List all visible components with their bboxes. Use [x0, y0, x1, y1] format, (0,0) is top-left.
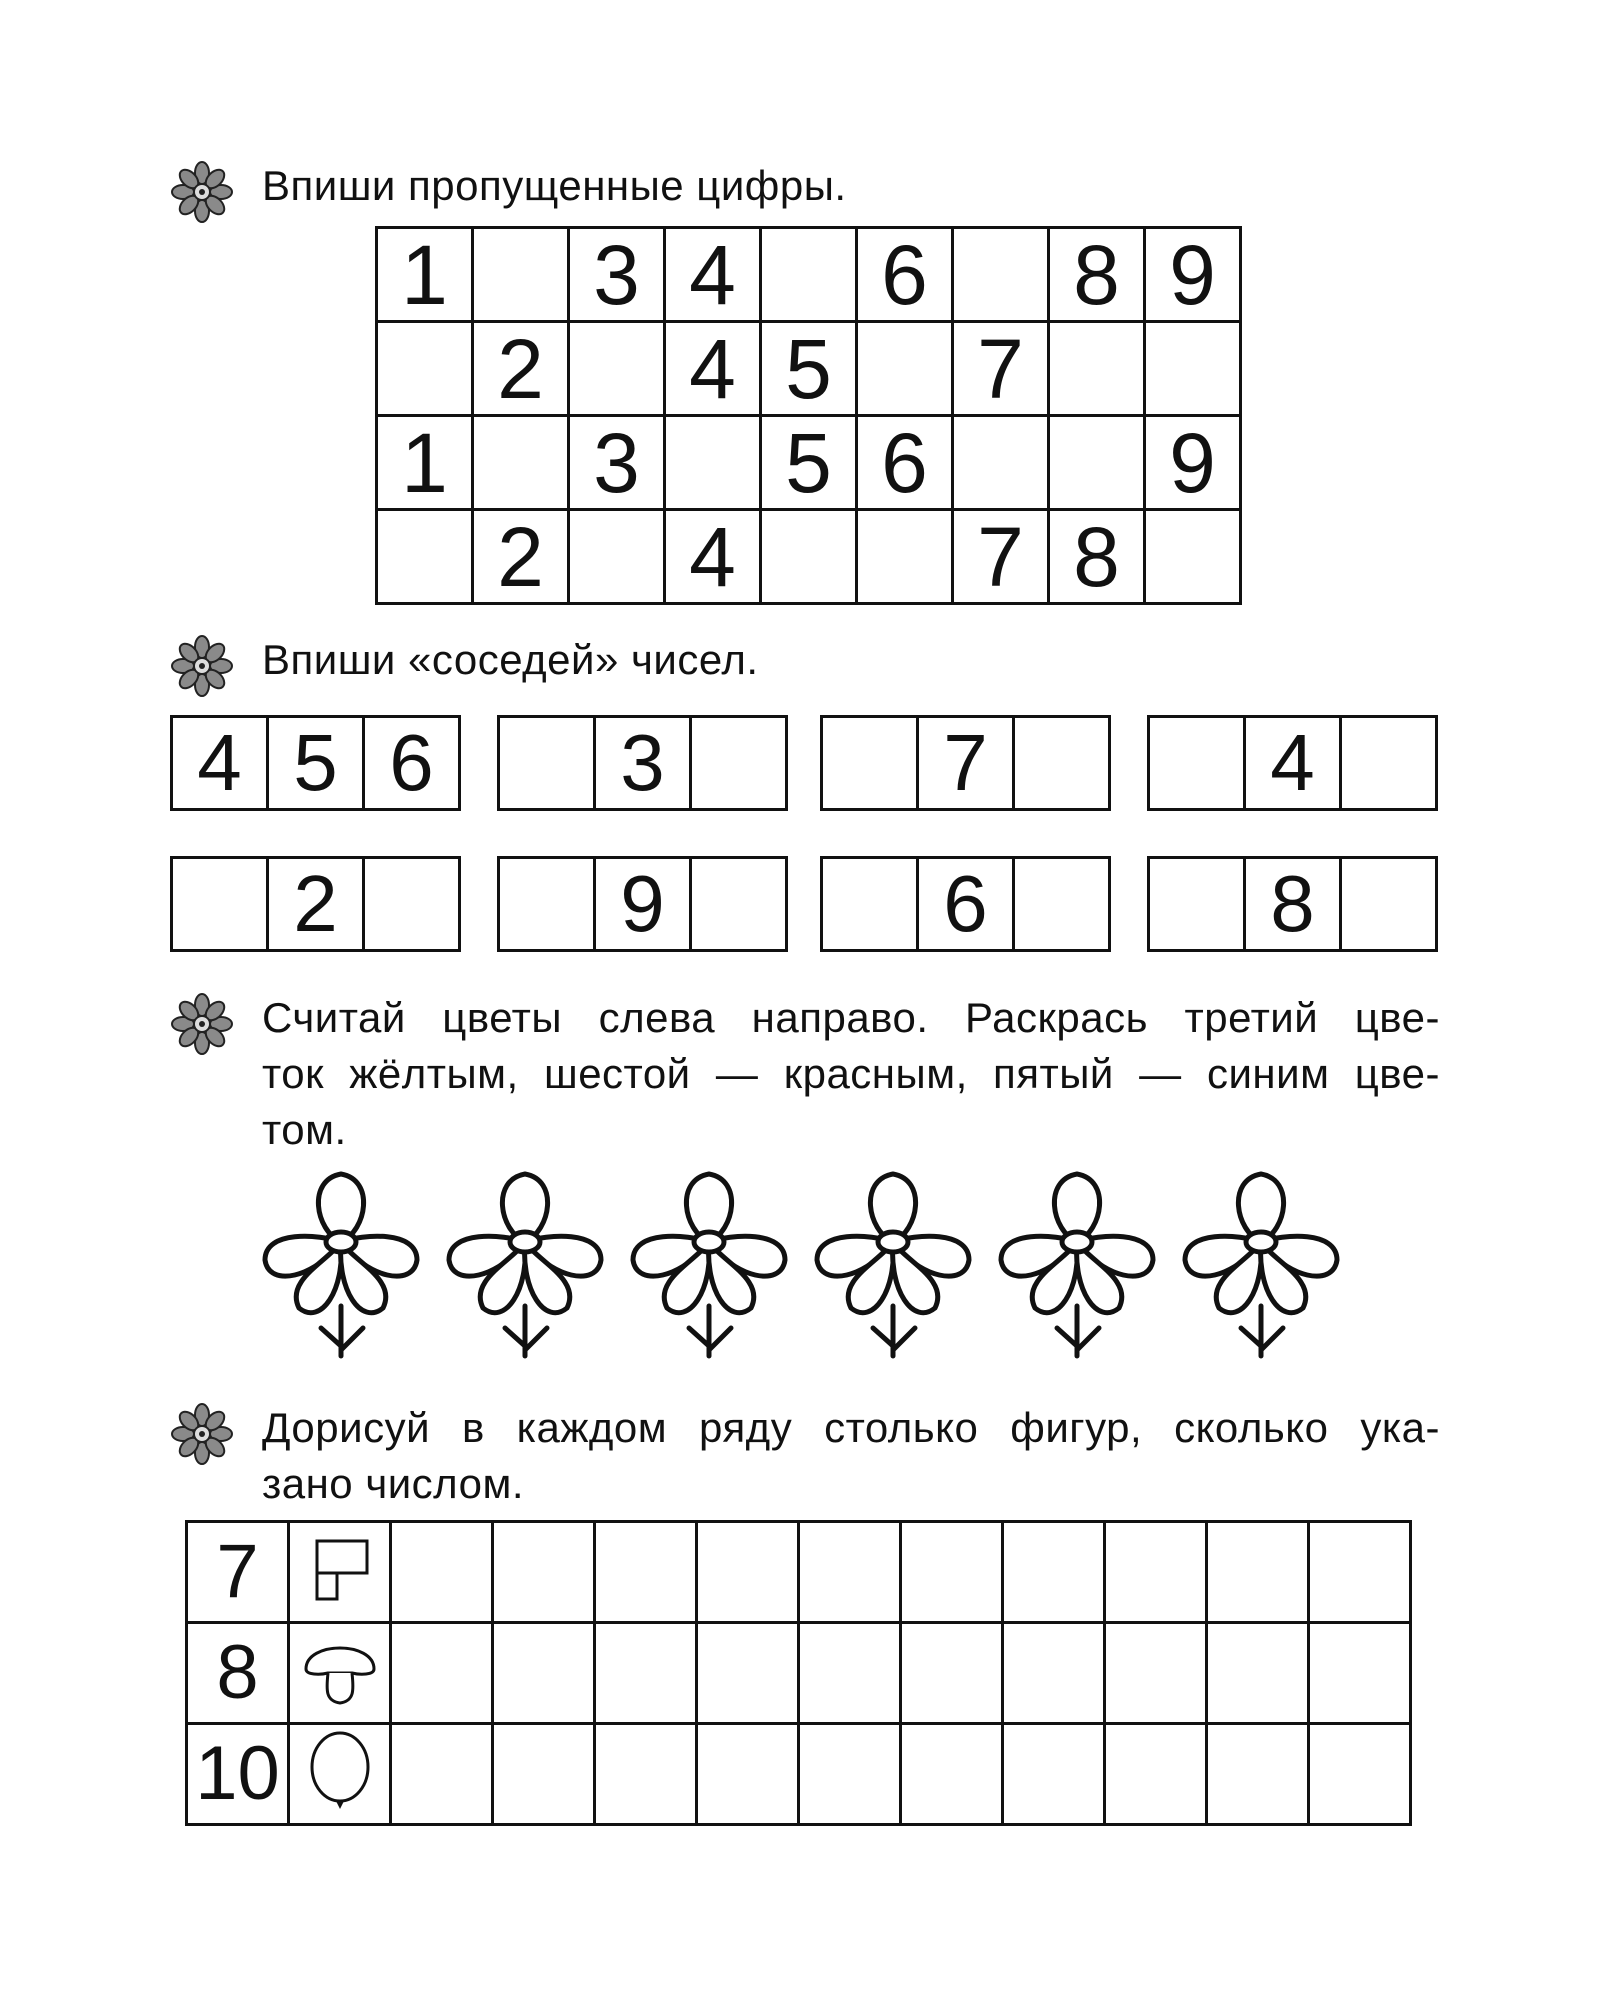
empty-neighbor-cell[interactable]: [364, 858, 460, 951]
task-flowers: [170, 990, 1440, 1158]
flower-outline-icon[interactable]: [439, 1160, 611, 1360]
count-number: 8: [187, 1623, 289, 1724]
figures-row: [187, 1724, 1411, 1825]
drawing-cell[interactable]: [901, 1522, 1003, 1623]
task-missing-digits: [170, 158, 1440, 214]
drawing-cell[interactable]: [493, 1724, 595, 1825]
figures-row: [187, 1522, 1411, 1623]
empty-neighbor-cell[interactable]: [499, 858, 595, 951]
empty-digit-cell[interactable]: [1049, 322, 1145, 416]
neighbors-group: [1147, 715, 1438, 811]
digit-cell: 2: [473, 322, 569, 416]
missing-digits-grid: [375, 226, 1242, 605]
empty-neighbor-cell[interactable]: [172, 858, 268, 951]
flower-bullet-icon: [170, 634, 234, 698]
flower-outline-icon[interactable]: [623, 1160, 795, 1360]
empty-digit-cell[interactable]: [953, 416, 1049, 510]
digit-cell: 5: [761, 416, 857, 510]
digit-cell: 1: [377, 416, 473, 510]
empty-neighbor-cell[interactable]: [822, 717, 918, 810]
empty-neighbor-cell[interactable]: [1341, 858, 1437, 951]
flower-outline-icon[interactable]: [807, 1160, 979, 1360]
number-cell: 4: [172, 717, 268, 810]
digit-cell: 4: [665, 510, 761, 604]
count-number: 10: [187, 1724, 289, 1825]
digits-row: [377, 322, 1241, 416]
digit-cell: 8: [1049, 228, 1145, 322]
neighbors-group: [170, 856, 461, 952]
flower-outline-icon[interactable]: [255, 1160, 427, 1360]
instruction-line: зано числом.: [262, 1460, 525, 1507]
flower-outline-icon[interactable]: [1175, 1160, 1347, 1360]
number-cell: 4: [1245, 717, 1341, 810]
neighbors-group: [497, 856, 788, 952]
neighbors-group: [170, 715, 461, 811]
digit-cell: 4: [665, 322, 761, 416]
empty-digit-cell[interactable]: [857, 322, 953, 416]
empty-digit-cell[interactable]: [857, 510, 953, 604]
digit-cell: 6: [857, 228, 953, 322]
neighbors-group: [497, 715, 788, 811]
empty-digit-cell[interactable]: [569, 322, 665, 416]
drawing-cell[interactable]: [595, 1724, 697, 1825]
flower-bullet-icon: [170, 160, 234, 224]
digit-cell: 5: [761, 322, 857, 416]
empty-neighbor-cell[interactable]: [1341, 717, 1437, 810]
empty-digit-cell[interactable]: [377, 510, 473, 604]
digits-row: [377, 416, 1241, 510]
drawing-cell[interactable]: [493, 1623, 595, 1724]
draw-figures-grid: [185, 1520, 1412, 1826]
drawing-cell[interactable]: [595, 1623, 697, 1724]
drawing-cell[interactable]: [1309, 1724, 1411, 1825]
empty-digit-cell[interactable]: [1049, 416, 1145, 510]
count-number: 7: [187, 1522, 289, 1623]
mushroom-icon: [289, 1623, 391, 1724]
number-cell: 8: [1245, 858, 1341, 951]
number-cell: 5: [268, 717, 364, 810]
number-cell: 7: [918, 717, 1014, 810]
instruction-line: ток жёлтым, шестой — красным, пятый — синим цве-: [262, 1050, 1440, 1097]
flag-shape-icon: [289, 1522, 391, 1623]
empty-digit-cell[interactable]: [473, 416, 569, 510]
digit-cell: 8: [1049, 510, 1145, 604]
drawing-cell[interactable]: [697, 1724, 799, 1825]
drawing-cell[interactable]: [901, 1724, 1003, 1825]
drawing-cell[interactable]: [391, 1522, 493, 1623]
task-neighbors: [170, 632, 1440, 688]
digit-cell: 7: [953, 322, 1049, 416]
empty-digit-cell[interactable]: [473, 228, 569, 322]
task-draw-figures: [170, 1400, 1440, 1512]
drawing-cell[interactable]: [1105, 1623, 1207, 1724]
digits-row: [377, 510, 1241, 604]
number-cell: 6: [918, 858, 1014, 951]
empty-digit-cell[interactable]: [665, 416, 761, 510]
number-cell: 9: [595, 858, 691, 951]
neighbors-group: [820, 715, 1111, 811]
digit-cell: 3: [569, 416, 665, 510]
flower-outline-icon[interactable]: [991, 1160, 1163, 1360]
empty-digit-cell[interactable]: [569, 510, 665, 604]
empty-neighbor-cell[interactable]: [1014, 717, 1110, 810]
empty-digit-cell[interactable]: [1145, 322, 1241, 416]
drawing-cell[interactable]: [1207, 1522, 1309, 1623]
empty-digit-cell[interactable]: [1145, 510, 1241, 604]
drawing-cell[interactable]: [697, 1623, 799, 1724]
digit-cell: 1: [377, 228, 473, 322]
flower-bullet-icon: [170, 992, 234, 1056]
neighbors-group: [820, 856, 1111, 952]
number-cell: 2: [268, 858, 364, 951]
drawing-cell[interactable]: [391, 1623, 493, 1724]
instruction-line: том.: [262, 1106, 347, 1153]
empty-digit-cell[interactable]: [953, 228, 1049, 322]
neighbors-group: [1147, 856, 1438, 952]
empty-neighbor-cell[interactable]: [1149, 858, 1245, 951]
digit-cell: 4: [665, 228, 761, 322]
balloon-icon: [289, 1724, 391, 1825]
drawing-cell[interactable]: [1003, 1623, 1105, 1724]
flower-bullet-icon: [170, 1402, 234, 1466]
digit-cell: 6: [857, 416, 953, 510]
drawing-cell[interactable]: [1309, 1522, 1411, 1623]
number-cell: 3: [595, 717, 691, 810]
drawing-cell[interactable]: [1105, 1724, 1207, 1825]
drawing-cell[interactable]: [799, 1522, 901, 1623]
drawing-cell[interactable]: [1207, 1724, 1309, 1825]
drawing-cell[interactable]: [1207, 1623, 1309, 1724]
empty-digit-cell[interactable]: [761, 510, 857, 604]
drawing-cell[interactable]: [697, 1522, 799, 1623]
digit-cell: 9: [1145, 228, 1241, 322]
digit-cell: 9: [1145, 416, 1241, 510]
digit-cell: 2: [473, 510, 569, 604]
task-instruction: Впиши пропущенные цифры.: [262, 162, 847, 209]
drawing-cell[interactable]: [1105, 1522, 1207, 1623]
drawing-cell[interactable]: [493, 1522, 595, 1623]
figures-row: [187, 1623, 1411, 1724]
drawing-cell[interactable]: [1003, 1724, 1105, 1825]
instruction-line: Дорисуй в каждом ряду столько фигур, сколько ука-: [262, 1404, 1440, 1451]
empty-neighbor-cell[interactable]: [1014, 858, 1110, 951]
task-instruction: Впиши «соседей» чисел.: [262, 636, 759, 683]
empty-neighbor-cell[interactable]: [691, 717, 787, 810]
drawing-cell[interactable]: [595, 1522, 697, 1623]
instruction-line: Считай цветы слева направо. Раскрась третий цве-: [262, 994, 1440, 1041]
drawing-cell[interactable]: [1003, 1522, 1105, 1623]
task-instruction: [262, 990, 1440, 1158]
task-instruction: [262, 1400, 1440, 1512]
number-cell: 6: [364, 717, 460, 810]
empty-digit-cell[interactable]: [377, 322, 473, 416]
empty-neighbor-cell[interactable]: [822, 858, 918, 951]
drawing-cell[interactable]: [391, 1724, 493, 1825]
empty-neighbor-cell[interactable]: [499, 717, 595, 810]
digits-row: [377, 228, 1241, 322]
drawing-cell[interactable]: [799, 1724, 901, 1825]
empty-neighbor-cell[interactable]: [1149, 717, 1245, 810]
empty-neighbor-cell[interactable]: [691, 858, 787, 951]
digit-cell: 7: [953, 510, 1049, 604]
empty-digit-cell[interactable]: [761, 228, 857, 322]
drawing-cell[interactable]: [799, 1623, 901, 1724]
drawing-cell[interactable]: [901, 1623, 1003, 1724]
drawing-cell[interactable]: [1309, 1623, 1411, 1724]
digit-cell: 3: [569, 228, 665, 322]
